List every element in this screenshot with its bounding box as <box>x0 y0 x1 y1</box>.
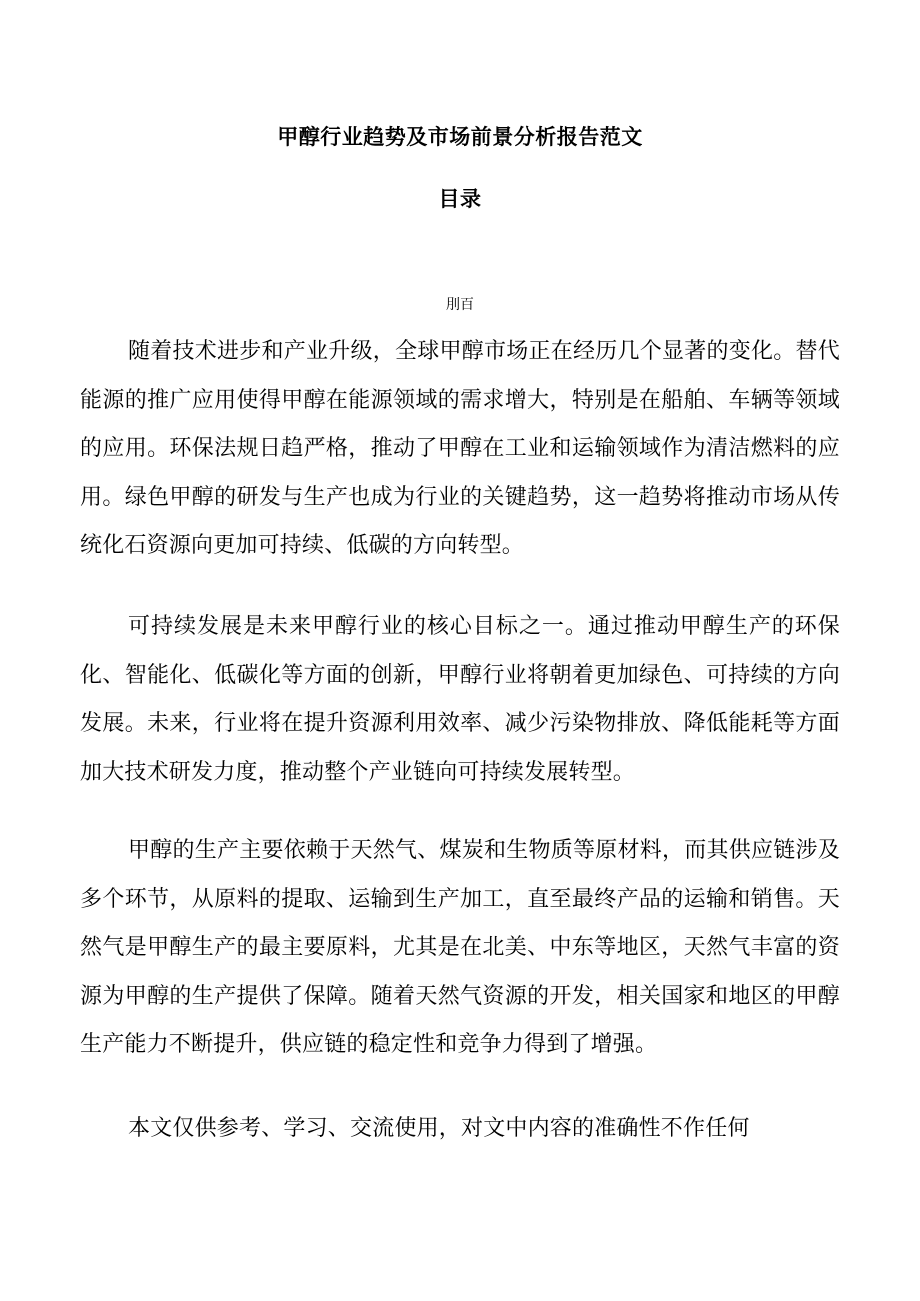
body-paragraph-1: 随着技术进步和产业升级，全球甲醇市场正在经历几个显著的变化。替代能源的推广应用使得甲醇在能源领域的需求增大，特别是在船舶、车辆等领域的应用。环保法规日趋严格，推动了甲醇在工业和运输领域作为清洁燃料的应用。绿色甲醇的研发与生产也成为行业的关键趋势，这一趋势将推动市场从传统化石资源向更加可持续、低碳的方向转型。 <box>80 339 840 558</box>
body-paragraph-4: 本文仅供参考、学习、交流使用，对文中内容的准确性不作任何 <box>128 1116 750 1141</box>
document-title: 甲醇行业趋势及市场前景分析报告范文 <box>277 125 643 149</box>
section-heading: 刖百 <box>446 297 474 313</box>
body-paragraph-2: 可持续发展是未来甲醇行业的核心目标之一。通过推动甲醇生产的环保化、智能化、低碳化等方面的创新，甲醇行业将朝着更加绿色、可持续的方向发展。未来，行业将在提升资源利用效率、减少污染物排放、降低能耗等方面加大技术研发力度，推动整个产业链向可持续发展转型。 <box>80 614 840 785</box>
toc-heading: 目录 <box>438 187 482 211</box>
body-paragraph-3: 甲醇的生产主要依赖于天然气、煤炭和生物质等原材料，而其供应链涉及多个环节，从原料的提取、运输到生产加工，直至最终产品的运输和销售。天然气是甲醇生产的最主要原料，尤其是在北美、中东等地区，天然气丰富的资源为甲醇的生产提供了保障。随着天然气资源的开发，相关国家和地区的甲醇生产能力不断提升，供应链的稳定性和竞争力得到了增强。 <box>80 838 840 1057</box>
